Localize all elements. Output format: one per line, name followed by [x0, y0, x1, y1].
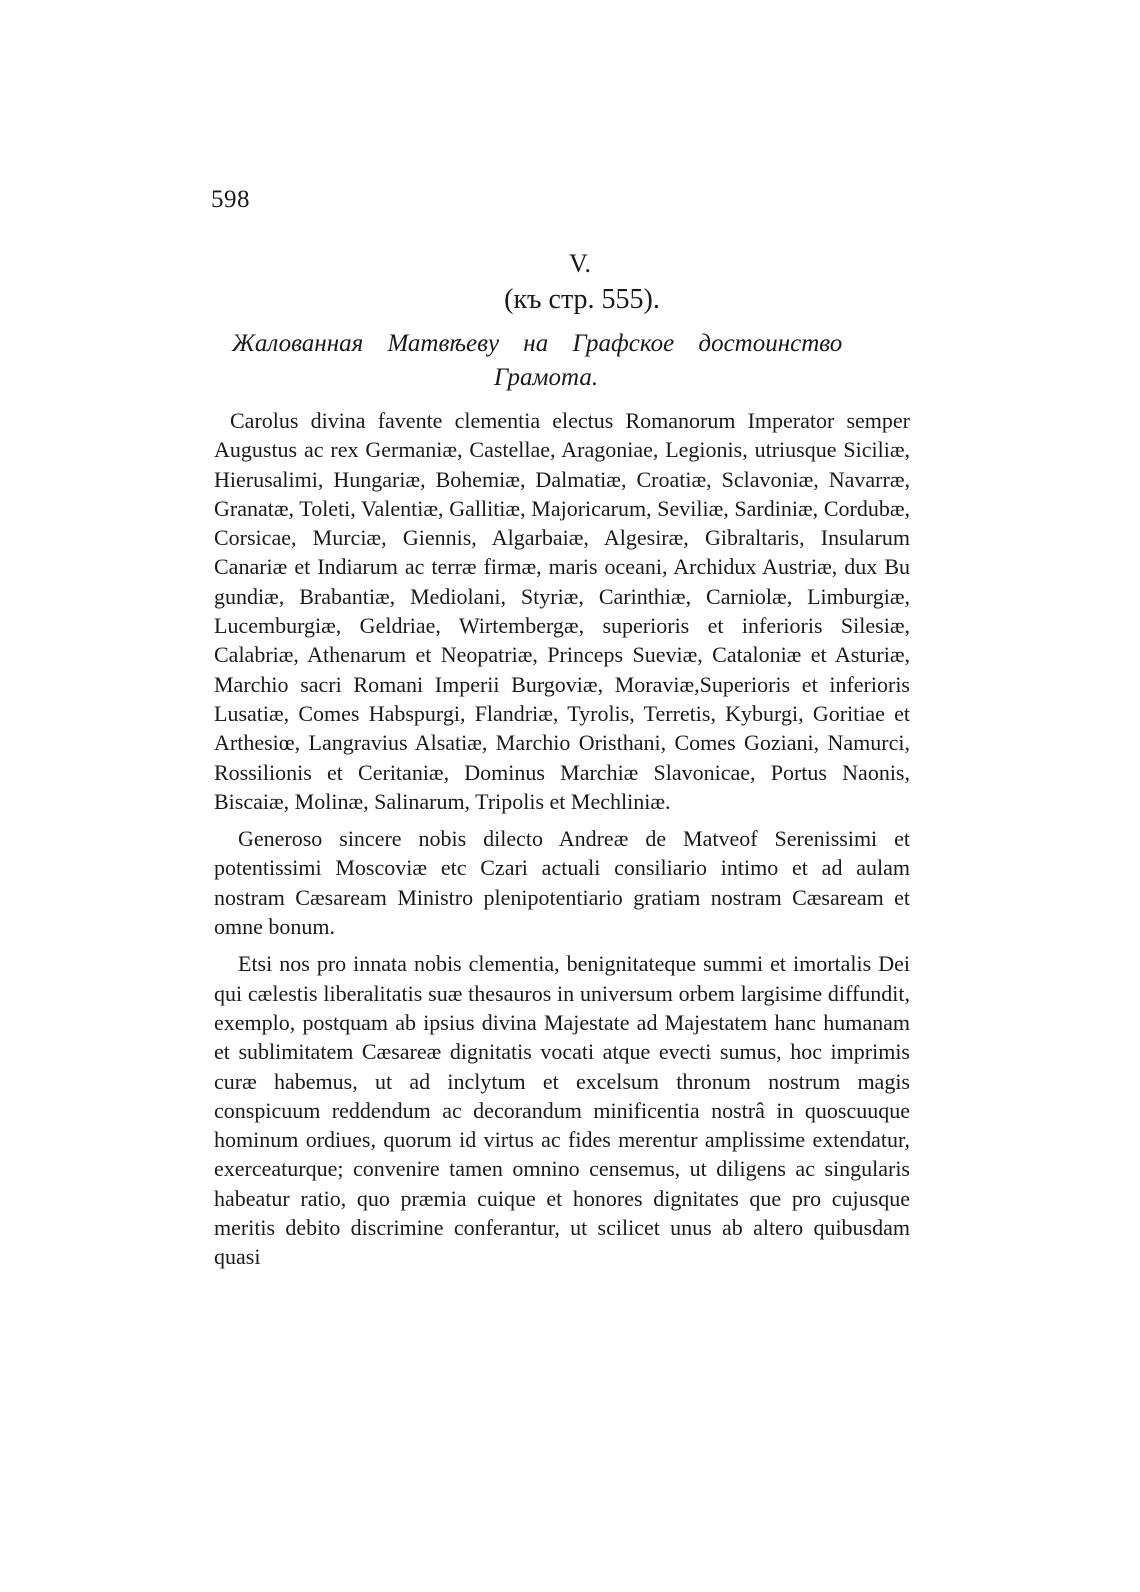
- document-body: [214, 406, 910, 1280]
- page-reference: (къ стр. 555).: [504, 284, 660, 315]
- paragraph-titles: Carolus divina favente clementia electus Romanorum Imperator semper Augustus ac rex Germaniæ, Castellae, Aragoniae, Legionis, utriusque Siciliæ, Hierusalimi, Hungariæ, Bohemiæ, Dalmatiæ, Croatiæ, Sclavoniæ, Navarræ, Granatæ, Toleti, Valentiæ, Gallitiæ, Majoricarum, Seviliæ, Sardiniæ, Cordubæ, Corsicae, Murciæ, Giennis, Algarbaiæ, Algesiræ, Gibraltaris, Insularum Canariæ et Indiarum ac terræ firmæ, maris oceani, Archidux Austriæ, dux Bu gundiæ, Brabantiæ, Mediolani, Styriæ, Carinthiæ, Carniolæ, Limburgiæ, Lucemburgiæ, Geldriae, Wirtembergæ, superioris et inferioris Silesiæ, Calabriæ, Athenarum et Neopatriæ, Princeps Sueviæ, Cataloniæ et Asturiæ, Marchio sacri Romani Imperii Burgoviæ, Moraviæ,Superioris et inferioris Lusatiæ, Comes Habspurgi, Flandriæ, Tyrolis, Terretis, Kyburgi, Goritiae et Arthesiœ, Langravius Alsatiæ, Marchio Oristhani, Comes Goziani, Namurci, Rossilionis et Ceritaniæ, Dominus Marchiæ Slavonicae, Portus Naonis, Biscaiæ, Molinæ, Salinarum, Tripolis et Mechliniæ.: [214, 408, 910, 814]
- document-title-line-1: Жалованная Матвѣеву на Графское достоинство: [232, 330, 843, 357]
- document-title-line-2: Грамота.: [494, 364, 599, 391]
- page-number: 598: [211, 186, 250, 213]
- section-number: V.: [569, 249, 591, 278]
- paragraph-address: Generoso sincere nobis dilecto Andreæ de Matveof Serenissimi et potentissimi Moscoviæ etc Czari actuali consiliario intimo et ad aulam nostram Cæsaream Ministro plenipotentiario gratiam nostram Cæsaream et omne bonum.: [214, 826, 910, 940]
- paragraph-preamble: Etsi nos pro innata nobis clementia, benignitateque summi et imortalis Dei qui cælestis liberalitatis suæ thesauros in universum orbem largisime diffundit, exemplo, postquam ab ipsius divina Majestate ad Majestatem hanc humanam et sublimitatem Cæsareæ dignitatis vocati atque evecti sumus, hoc imprimis curæ habemus, ut ad inclytum et excelsum thronum nostrum magis conspicuum reddendum ac decorandum minificentia nostrâ in quoscuuque hominum ordiues, quorum id virtus ac fides merentur amplissime extendatur, exerceaturque; convenire tamen omnino censemus, ut diligens ac singularis habeatur ratio, quo præmia cuique et honores dignitates que pro cujusque meritis debito discrimine conferantur, ut scilicet unus ab altero quibusdam quasi: [214, 951, 910, 1270]
